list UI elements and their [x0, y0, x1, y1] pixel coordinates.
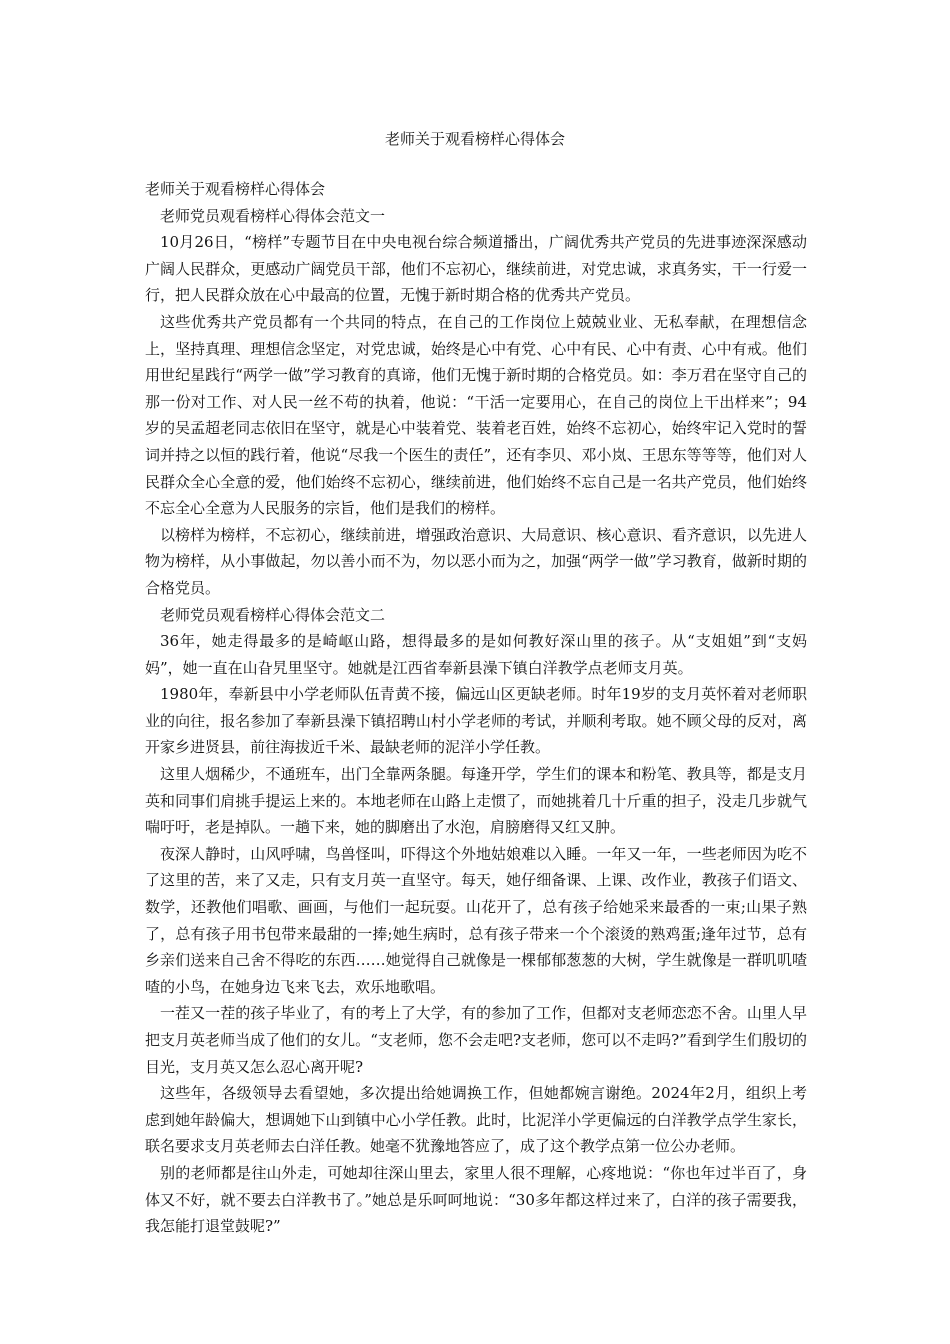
paragraph: 36年，她走得最多的是崎岖山路，想得最多的是如何教好深山里的孩子。从“支姐姐”到“支妈妈”，她一直在山旮旯里坚守。她就是江西省奉新县澡下镇白洋教学点老师支月英。 — [145, 632, 807, 677]
document-title: 老师关于观看榜样心得体会 — [384, 130, 565, 148]
paragraph: 1980年，奉新县中小学老师队伍青黄不接，偏远山区更缺老师。时年19岁的支月英怀着对老师职业的向往，报名参加了奉新县澡下镇招聘山村小学老师的考试，并顺利考取。她不顾父母的反对，离开家乡进贤县，前往海拔近千米、最缺老师的泥洋小学任教。 — [145, 685, 807, 757]
paragraph: 这些年，各级领导去看望她，多次提出给她调换工作，但她都婉言谢绝。2024年2月，组织上考虑到她年龄偏大，想调她下山到镇中心小学任教。此时，比泥洋小学更偏远的白洋教学点学生家长，联名要求支月英老师去白洋任教。她毫不犹豫地答应了，成了这个教学点第一位公办老师。 — [145, 1084, 807, 1156]
document-subtitle: 老师关于观看榜样心得体会 — [145, 180, 326, 198]
paragraph: 这些优秀共产党员都有一个共同的特点，在自己的工作岗位上兢兢业业、无私奉献，在理想信念上，坚持真理、理想信念坚定，对党忠诚，始终是心中有党、心中有民、心中有责、心中有戒。他们用世纪星践行“两学一做”学习教育的真谛，他们无愧于新时期的合格党员。如：李万君在坚守自己的那一份对工作、对人民一丝不苟的执着，他说：“干活一定要用心，在自己的岗位上干出样来”；94岁的吴孟超老同志依旧在坚守，就是心中装着党、装着老百姓，始终不忘初心，始终牢记入党时的誓词并持之以恒的践行着，他说“尽我一个医生的责任”，还有李贝、邓小岚、王思东等等等，他们对人民群众全心全意的爱，他们始终不忘初心，继续前进，他们始终不忘自己是一名共产党员，他们始终不忘全心全意为人民服务的宗旨，他们是我们的榜样。 — [145, 312, 807, 518]
document-body — [145, 176, 807, 1240]
paragraph: 10月26日，“榜样”专题节目在中央电视台综合频道播出，广阔优秀共产党员的先进事迹深深感动广阔人民群众，更感动广阔党员干部，他们不忘初心，继续前进，对党忠诚，求真务实，干一行爱一行，把人民群众放在心中最高的位置，无愧于新时期合格的优秀共产党员。 — [145, 233, 807, 305]
paragraph: 以榜样为榜样，不忘初心，继续前进，增强政治意识、大局意识、核心意识、看齐意识，以先进人物为榜样，从小事做起，勿以善小而不为，勿以恶小而为之，加强“两学一做”学习教育，做新时期的合格党员。 — [145, 525, 807, 597]
paragraph: 别的老师都是往山外走，可她却往深山里去，家里人很不理解，心疼地说：“你也年过半百了，身体又不好，就不要去白洋教书了。”她总是乐呵呵地说：“30多年都这样过来了，白洋的孩子需要我，我怎能打退堂鼓呢?” — [145, 1163, 807, 1236]
paragraph: 一茬又一茬的孩子毕业了，有的考上了大学，有的参加了工作，但都对支老师恋恋不舍。山里人早把支月英老师当成了他们的女儿。“支老师，您不会走吧?支老师，您可以不走吗?”看到学生们殷切的目光，支月英又怎么忍心离开呢? — [145, 1004, 807, 1076]
section-heading-1: 老师党员观看榜样心得体会范文一 — [160, 206, 386, 225]
paragraph: 这里人烟稀少，不通班车，出门全靠两条腿。每逢开学，学生们的课本和粉笔、教具等，都是支月英和同事们肩挑手提运上来的。本地老师在山路上走惯了，而她挑着几十斤重的担子，没走几步就气喘吁吁，老是掉队。一趟下来，她的脚磨出了水泡，肩膀磨得又红又肿。 — [145, 765, 807, 837]
paragraph: 夜深人静时，山风呼啸，鸟兽怪叫，吓得这个外地姑娘难以入睡。一年又一年，一些老师因为吃不了这里的苦，来了又走，只有支月英一直坚守。每天，她仔细备课、上课、改作业，教孩子们语文、数学，还教他们唱歌、画画，与他们一起玩耍。山花开了，总有孩子给她采来最香的一束;山果子熟了，总有孩子用书包带来最甜的一捧;她生病时，总有孩子带来一个个滚烫的熟鸡蛋;逢年过节，总有乡亲们送来自己舍不得吃的东西……她觉得自己就像是一棵郁郁葱葱的大树，学生就像是一群叽叽喳喳的小鸟，在她身边飞来飞去，欢乐地歌唱。 — [145, 844, 807, 996]
section-heading-2: 老师党员观看榜样心得体会范文二 — [160, 605, 386, 624]
